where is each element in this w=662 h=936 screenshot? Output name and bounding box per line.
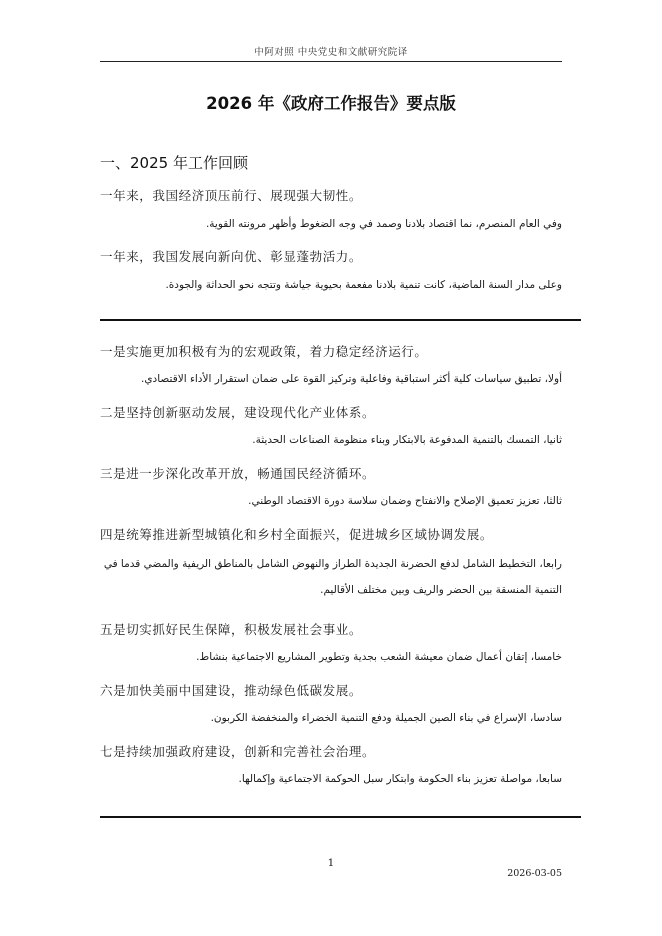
arabic-translation: ثالثا، تعزيز تعميق الإصلاح والانفتاح وضمان سلاسة دورة الاقتصاد الوطني. [248,495,562,507]
chinese-sentence: 五是切实抓好民生保障，积极发展社会事业。 [100,622,363,637]
arabic-translation: ثانيا، التمسك بالتنمية المدفوعة بالابتكار وبناء منظومة الصناعات الحديثة. [252,434,562,446]
chinese-sentence: 一年来，我国经济顶压前行、展现强大韧性。 [100,188,363,203]
arabic-translation: وفي العام المنصرم، نما اقتصاد بلادنا وصمد في وجه الضغوط وأظهر مرونته القوية. [205,218,562,230]
arabic-translation: خامسا، إتقان أعمال ضمان معيشة الشعب بجدية وتطوير المشاريع الاجتماعية بنشاط. [196,651,562,663]
footer-date: 2026-03-05 [507,868,562,879]
chinese-sentence: 四是统筹推进新型城镇化和乡村全面振兴，促进城乡区域协调发展。 [100,527,494,542]
page-header: 中阿对照 中央党史和文献研究院译 [254,47,408,58]
section-divider [100,319,581,321]
chinese-sentence: 一年来，我国发展向新向优、彰显蓬勃活力。 [100,249,363,264]
chinese-sentence: 二是坚持创新驱动发展，建设现代化产业体系。 [100,405,376,420]
arabic-translation: أولا، تطبيق سياسات كلية أكثر استباقية وفاعلية وتركيز القوة على ضمان استقرار الأداء الاقتصادي. [140,373,562,385]
arabic-translation: وعلى مدار السنة الماضية، كانت تنمية بلادنا مفعمة بحيوية جياشة وتتجه نحو الحداثة والجودة. [165,279,562,291]
arabic-translation: سابعا، مواصلة تعزيز بناء الحكومة وابتكار سبل الحوكمة الاجتماعية وإكمالها. [238,773,562,785]
section-heading-review: 一、2025 年工作回顾 [100,154,248,172]
chinese-sentence: 六是加快美丽中国建设，推动绿色低碳发展。 [100,683,363,698]
header-rule [100,61,562,62]
page-number: 1 [327,857,335,869]
chinese-sentence: 三是进一步深化改革开放，畅通国民经济循环。 [100,466,376,481]
arabic-translation: رابعا، التخطيط الشامل لدفع الحضرنة الجديدة الطراز والنهوض الشامل بالمناطق الريفية والمضي قدما في التنمية المنسقة بين الحضر والريف وبين مختلف الأقاليم. [103,558,562,596]
section-divider [100,816,581,818]
arabic-translation: سادسا، الإسراع في بناء الصين الجميلة ودفع التنمية الخضراء والمنخفضة الكربون. [210,712,562,724]
document-title: 2026 年《政府工作报告》要点版 [206,94,456,113]
chinese-sentence: 一是实施更加积极有为的宏观政策，着力稳定经济运行。 [100,344,428,359]
chinese-sentence: 七是持续加强政府建设，创新和完善社会治理。 [100,744,376,759]
